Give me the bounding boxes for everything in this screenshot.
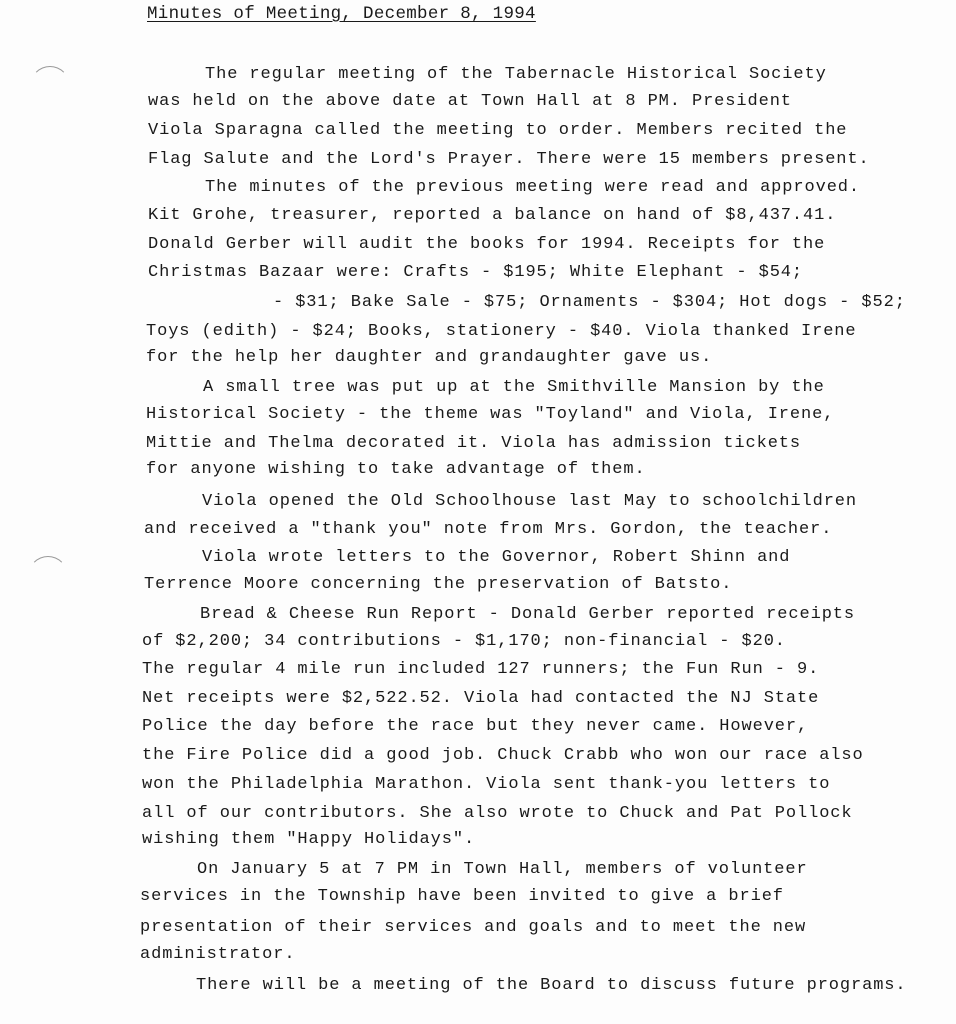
text-line: There will be a meeting of the Board to discuss future programs. [196, 976, 907, 995]
text-line: Net receipts were $2,522.52. Viola had contacted the NJ State [142, 689, 820, 708]
text-line: - $31; Bake Sale - $75; Ornaments - $304; Hot dogs - $52; [273, 293, 906, 312]
text-line: won the Philadelphia Marathon. Viola sent thank-you letters to [142, 775, 831, 794]
text-line: Historical Society - the theme was "Toyland" and Viola, Irene, [146, 405, 835, 424]
text-line: all of our contributors. She also wrote to Chuck and Pat Pollock [142, 804, 853, 823]
text-line: Viola Sparagna called the meeting to order. Members recited the [148, 121, 848, 140]
text-line: wishing them "Happy Holidays". [142, 830, 476, 849]
text-line: Toys (edith) - $24; Books, stationery - $40. Viola thanked Irene [146, 322, 857, 341]
text-line: and received a "thank you" note from Mrs. Gordon, the teacher. [144, 520, 833, 539]
text-line: Christmas Bazaar were: Crafts - $195; White Elephant - $54; [148, 263, 803, 282]
text-line: was held on the above date at Town Hall at 8 PM. President [148, 92, 792, 111]
document-title: Minutes of Meeting, December 8, 1994 [147, 4, 536, 24]
text-line: Viola wrote letters to the Governor, Robert Shinn and [202, 548, 791, 567]
text-line: The minutes of the previous meeting were read and approved. [205, 178, 860, 197]
text-line: the Fire Police did a good job. Chuck Crabb who won our race also [142, 746, 864, 765]
punch-hole-mark [28, 556, 68, 596]
text-line: The regular 4 mile run included 127 runners; the Fun Run - 9. [142, 660, 820, 679]
text-line: administrator. [140, 945, 296, 964]
text-line: Police the day before the race but they never came. However, [142, 717, 809, 736]
text-line: On January 5 at 7 PM in Town Hall, members of volunteer [197, 860, 808, 879]
text-line: for anyone wishing to take advantage of them. [146, 460, 646, 479]
punch-hole-mark [30, 66, 70, 106]
text-line: Bread & Cheese Run Report - Donald Gerber reported receipts [200, 605, 855, 624]
text-line: Viola opened the Old Schoolhouse last May to schoolchildren [202, 492, 857, 511]
text-line: Mittie and Thelma decorated it. Viola has admission tickets [146, 434, 801, 453]
text-line: services in the Township have been invited to give a brief [140, 887, 784, 906]
text-line: Donald Gerber will audit the books for 1994. Receipts for the [148, 235, 826, 254]
text-line: Kit Grohe, treasurer, reported a balance on hand of $8,437.41. [148, 206, 837, 225]
text-line: The regular meeting of the Tabernacle Historical Society [205, 65, 827, 84]
text-line: for the help her daughter and grandaughter gave us. [146, 348, 713, 367]
text-line: Terrence Moore concerning the preservation of Batsto. [144, 575, 733, 594]
text-line: Flag Salute and the Lord's Prayer. There were 15 members present. [148, 150, 870, 169]
text-line: presentation of their services and goals and to meet the new [140, 918, 807, 937]
text-line: A small tree was put up at the Smithville Mansion by the [203, 378, 825, 397]
text-line: of $2,200; 34 contributions - $1,170; non-financial - $20. [142, 632, 786, 651]
